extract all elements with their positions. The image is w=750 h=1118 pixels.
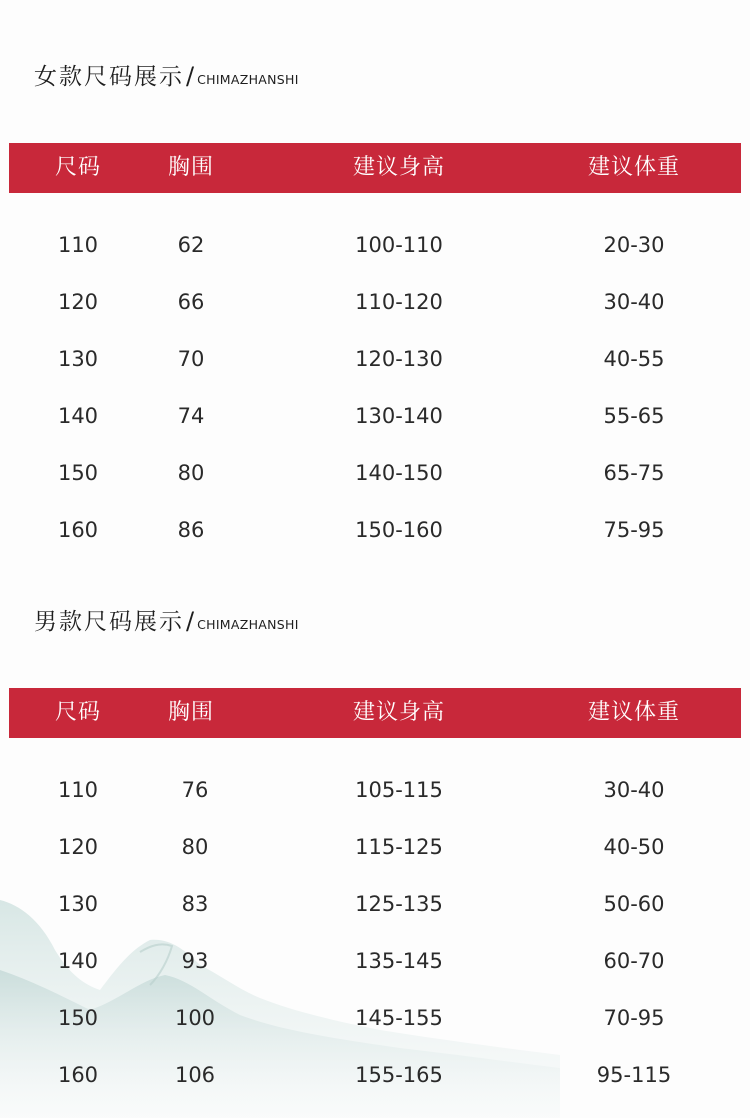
table-row: [9, 445, 741, 502]
cell-weight: 65-75: [603, 461, 665, 485]
table-row: [9, 502, 741, 559]
cell-weight: 50-60: [603, 892, 665, 916]
header-height: 建议身高: [352, 155, 446, 180]
cell-weight: 95-115: [596, 1063, 672, 1087]
cell-weight: 40-50: [603, 835, 665, 859]
cell-size: 140: [57, 949, 99, 973]
women-table-header: [9, 143, 741, 193]
cell-height: 135-145: [355, 949, 443, 973]
cell-size: 120: [57, 290, 99, 314]
table-row: [9, 933, 741, 990]
header-size: 尺码: [54, 700, 102, 725]
cell-height: 150-160: [355, 518, 443, 542]
cell-chest: 70: [177, 347, 205, 371]
cell-size: 140: [57, 404, 99, 428]
cell-weight: 75-95: [603, 518, 665, 542]
cell-size: 120: [57, 835, 99, 859]
men-title-cn: 男款尺码展示: [34, 609, 184, 635]
cell-size: 110: [57, 778, 99, 802]
women-title-slash: /: [186, 62, 195, 90]
cell-height: 125-135: [355, 892, 443, 916]
cell-size: 110: [57, 233, 99, 257]
table-row: [9, 331, 741, 388]
cell-height: 155-165: [355, 1063, 443, 1087]
women-title-en: CHIMAZHANSHI: [197, 72, 299, 87]
table-row: [9, 762, 741, 819]
cell-chest: 100: [174, 1006, 216, 1030]
cell-weight: 30-40: [603, 778, 665, 802]
cell-size: 130: [57, 892, 99, 916]
cell-chest: 80: [181, 835, 209, 859]
header-height: 建议身高: [352, 700, 446, 725]
cell-chest: 66: [177, 290, 205, 314]
men-table-body: [9, 738, 741, 1104]
table-row: [9, 274, 741, 331]
cell-height: 115-125: [355, 835, 443, 859]
header-weight: 建议体重: [587, 700, 681, 725]
cell-weight: 40-55: [603, 347, 665, 371]
cell-chest: 106: [174, 1063, 216, 1087]
cell-size: 150: [57, 1006, 99, 1030]
cell-weight: 20-30: [603, 233, 665, 257]
cell-chest: 93: [181, 949, 209, 973]
header-size: 尺码: [54, 155, 102, 180]
cell-height: 145-155: [355, 1006, 443, 1030]
table-row: [9, 1047, 741, 1104]
cell-height: 130-140: [355, 404, 443, 428]
cell-chest: 86: [177, 518, 205, 542]
cell-chest: 83: [181, 892, 209, 916]
men-table-header: [9, 688, 741, 738]
women-size-table: [9, 143, 741, 559]
cell-weight: 55-65: [603, 404, 665, 428]
cell-chest: 74: [177, 404, 205, 428]
women-title-cn: 女款尺码展示: [34, 64, 184, 90]
header-chest: 胸围: [167, 155, 215, 180]
table-row: [9, 217, 741, 274]
cell-size: 160: [57, 1063, 99, 1087]
men-title-en: CHIMAZHANSHI: [197, 617, 299, 632]
men-title-slash: /: [186, 607, 195, 635]
table-row: [9, 388, 741, 445]
cell-height: 105-115: [355, 778, 443, 802]
cell-size: 130: [57, 347, 99, 371]
header-weight: 建议体重: [587, 155, 681, 180]
men-size-table: [9, 688, 741, 1104]
women-table-body: [9, 193, 741, 559]
cell-height: 100-110: [355, 233, 443, 257]
cell-height: 140-150: [355, 461, 443, 485]
cell-chest: 62: [177, 233, 205, 257]
cell-height: 120-130: [355, 347, 443, 371]
table-row: [9, 819, 741, 876]
cell-chest: 80: [177, 461, 205, 485]
men-section-title: [34, 603, 299, 633]
cell-height: 110-120: [355, 290, 443, 314]
table-row: [9, 990, 741, 1047]
cell-size: 160: [57, 518, 99, 542]
women-section-title: [34, 58, 299, 88]
header-chest: 胸围: [167, 700, 215, 725]
cell-weight: 30-40: [603, 290, 665, 314]
cell-weight: 60-70: [603, 949, 665, 973]
table-row: [9, 876, 741, 933]
cell-weight: 70-95: [603, 1006, 665, 1030]
cell-chest: 76: [181, 778, 209, 802]
cell-size: 150: [57, 461, 99, 485]
